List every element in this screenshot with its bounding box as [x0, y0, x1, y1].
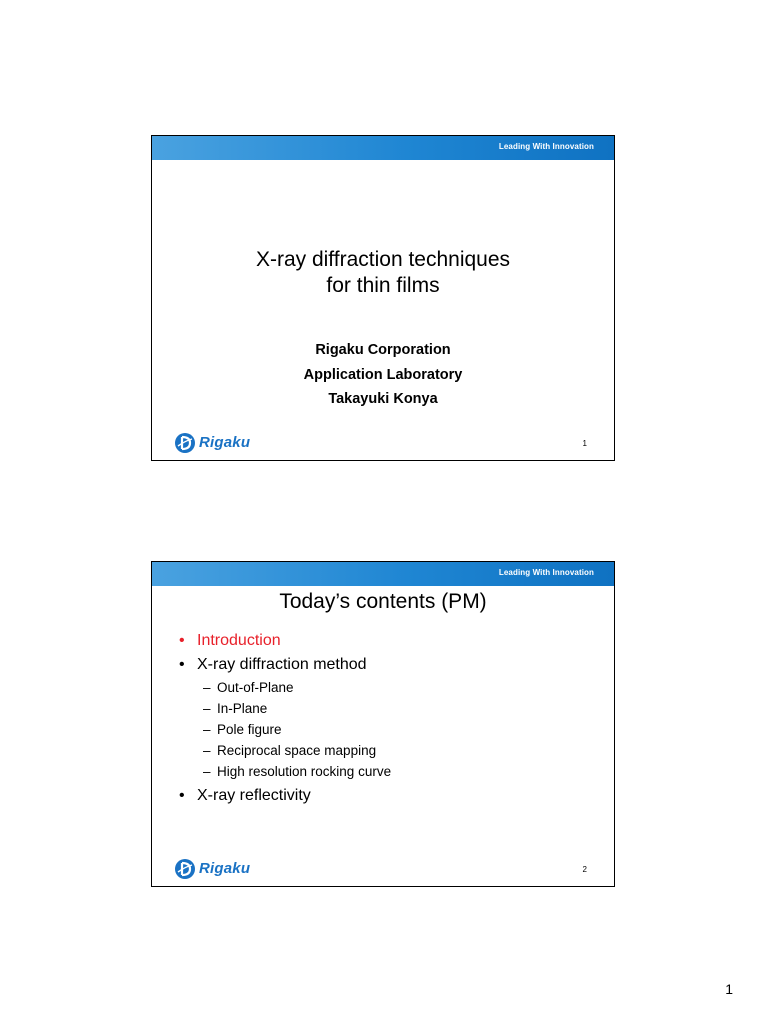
sublist-item-label: Out-of-Plane [217, 680, 294, 695]
list-item-label: Introduction [197, 632, 281, 649]
rigaku-logo [175, 432, 250, 454]
dash-icon: – [203, 764, 211, 779]
slide-2-banner [152, 562, 614, 586]
author-organization: Rigaku Corporation [315, 342, 451, 358]
tagline: Leading With Innovation [498, 568, 594, 577]
slide-1-authors [152, 338, 614, 412]
slide-2 [151, 561, 615, 887]
list-item-reflectivity [179, 784, 391, 808]
dash-icon: – [203, 722, 211, 737]
sheet-page-number: 1 [725, 981, 733, 997]
list-item-introduction [179, 629, 391, 653]
sublist-item-label: Reciprocal space mapping [217, 743, 377, 758]
author-name: Takayuki Konya [328, 391, 438, 407]
dash-icon: – [203, 680, 211, 695]
sublist-item [203, 740, 391, 761]
slide-1 [151, 135, 615, 461]
slide-2-title: Today’s contents (PM) [279, 590, 487, 613]
list-item-label: X-ray reflectivity [197, 787, 311, 804]
rigaku-logo-text: Rigaku [199, 434, 251, 451]
title-line-1: X-ray diffraction techniques [255, 248, 511, 271]
author-department: Application Laboratory [303, 366, 463, 383]
sublist-item [203, 677, 391, 698]
tagline: Leading With Innovation [498, 142, 594, 151]
contents-list [179, 629, 391, 808]
title-line-2: for thin films [326, 274, 440, 297]
bullet-icon: • [179, 632, 185, 649]
sublist-item [203, 698, 391, 719]
dash-icon: – [203, 743, 211, 758]
slide-1-page-number: 1 [582, 439, 587, 448]
slide-2-page-number: 2 [582, 865, 587, 874]
sublist-item [203, 761, 391, 782]
list-item-label: X-ray diffraction method [197, 656, 367, 673]
slide-1-title [152, 247, 614, 299]
slide-1-banner [152, 136, 614, 160]
sublist-item [203, 719, 391, 740]
dash-icon: – [203, 701, 211, 716]
sublist-item-label: High resolution rocking curve [217, 764, 392, 779]
rigaku-logo-icon [175, 433, 195, 453]
rigaku-logo [175, 858, 250, 880]
sublist-item-label: Pole figure [217, 722, 282, 737]
rigaku-logo-text: Rigaku [199, 860, 251, 877]
list-item-xrd-method [179, 653, 391, 677]
bullet-icon: • [179, 656, 185, 673]
xrd-method-sublist [179, 677, 391, 782]
sublist-item-label: In-Plane [217, 701, 268, 716]
bullet-icon: • [179, 787, 185, 804]
rigaku-logo-icon [175, 859, 195, 879]
